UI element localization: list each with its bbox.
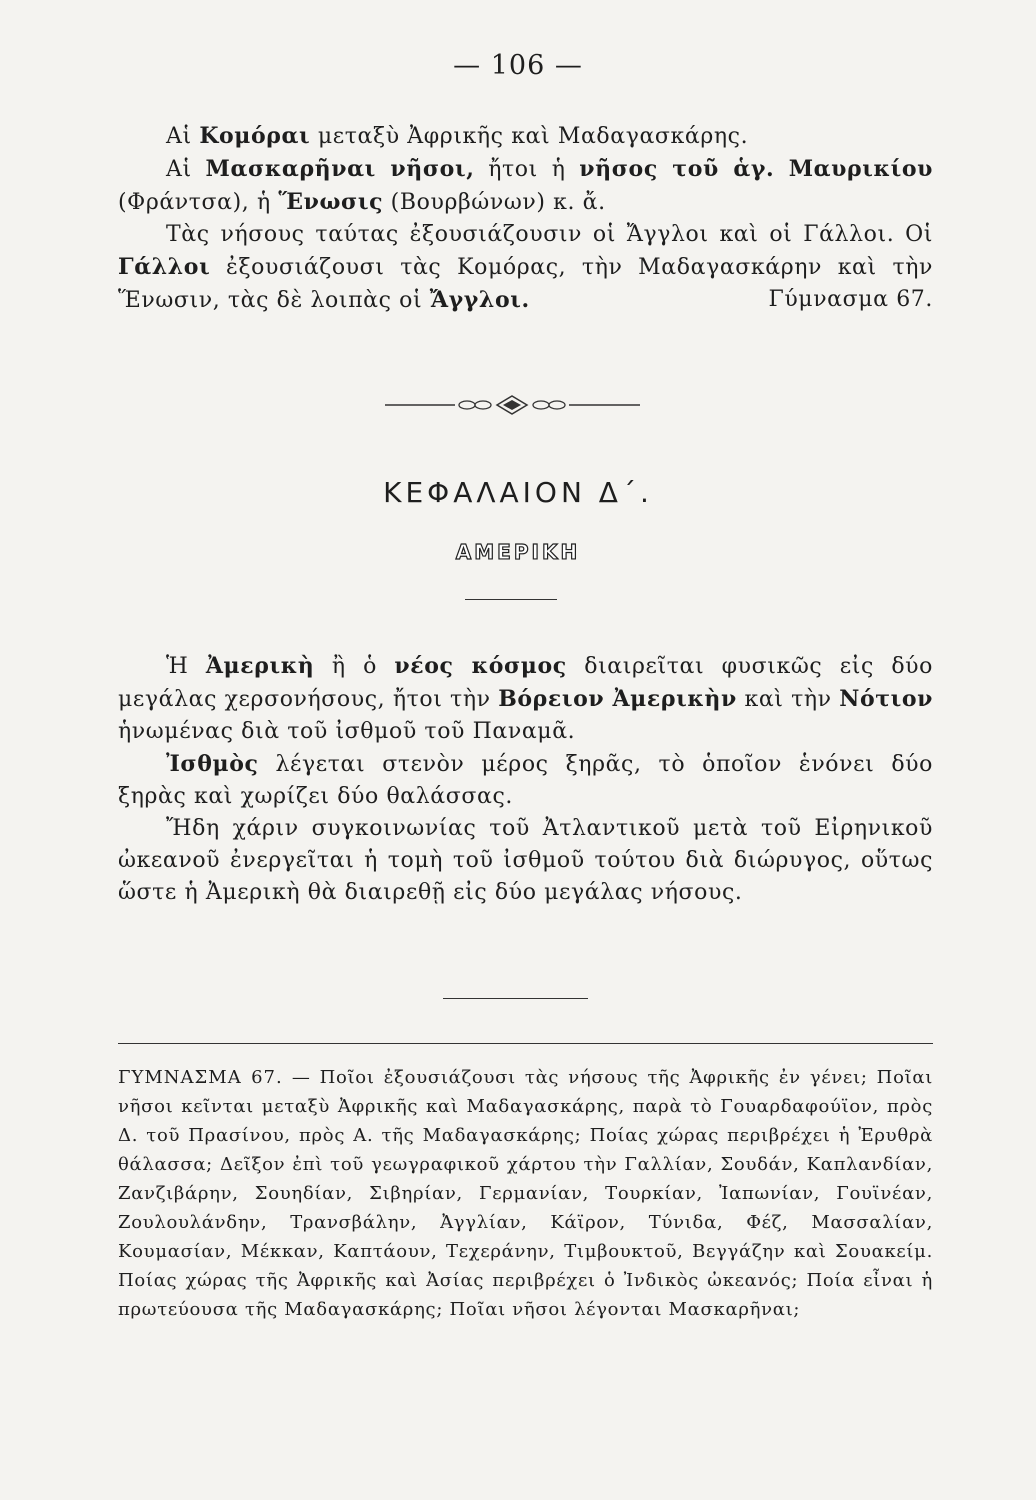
bold-term: Κομόραι [199,123,311,149]
footnote-exercise [118,1063,933,1324]
text-run: Ἡ [166,654,206,679]
footnote-heading: ΓΥΜΝΑΣΜΑ 67. [118,1067,283,1088]
bold-term: Μασκαρῆναι νῆσοι, [205,156,475,182]
america-section [118,650,933,909]
text-run: καὶ τὴν [736,687,840,712]
text-run: Ἤδη χάριν συγκοινωνίας τοῦ Ἀτλαντικοῦ μετὰ τοῦ Εἰρηνικοῦ ὠκεανοῦ ἐνεργεῖται ἡ τομὴ τοῦ ἰσθμοῦ τούτου διὰ διώρυγος, οὕτως ὥστε ἡ Ἀμερικὴ θὰ διαιρεθῇ εἰς δύο μεγάλας νήσους. [118,816,933,905]
top-section [118,120,933,317]
footnote-separator [118,1043,933,1044]
bold-term: νέος κόσμος [394,653,567,679]
exercise-reference: Γύμνασμα 67. [768,287,933,312]
text-run: ἡνωμένας διὰ τοῦ ἰσθμοῦ τοῦ Παναμᾶ. [118,719,576,744]
bold-term: Ἕνωσις [278,189,384,215]
bold-term: Ἰσθμὸς [166,751,259,777]
text-run: (Φράντσα), ἡ [118,190,279,215]
paragraph-comoros [118,120,933,153]
text-run: (Βουρβώνων) κ. ἄ. [383,190,606,215]
text-run: Αἱ [166,157,206,182]
chapter-title: ΚΕΦΑΛΑΙΟΝ Δ΄. [383,476,653,509]
bold-term: Νότιον [839,686,934,712]
text-run: ἢ ὁ [314,654,395,679]
paragraph-mascarenes [118,153,933,219]
paragraph-canal [118,813,933,909]
text-run: ἤτοι ἡ [474,157,580,182]
text-run: διαιρεῖται φυσικῶς εἰς δύο μεγάλας χερσονήσους, ἤτοι τὴν [118,654,933,712]
chapter-subtitle: ΑΜΕΡΙΚΗ [455,540,581,564]
page-number: — 106 — [453,50,583,81]
short-rule [465,599,557,600]
bold-term: νῆσος τοῦ ἁγ. Μαυρικίου [579,156,933,182]
text-run: ἐξουσιάζουσι τὰς Κομόρας, τὴν Μαδαγασκάρην καὶ τὴν Ἕνωσιν, τὰς δὲ λοιπὰς οἱ [118,255,933,313]
short-rule [443,998,588,999]
bold-term: Ἀμερικὴ [205,653,315,679]
ornament-divider [385,392,640,418]
text-run: μεταξὺ Ἀφρικῆς καὶ Μαδαγασκάρης. [310,124,749,149]
bold-term: Βόρειον Ἀμερικὴν [498,686,737,712]
text-run: λέγεται στενὸν μέρος ξηρᾶς, τὸ ὁποῖον ἑνόνει δύο ξηρὰς καὶ χωρίζει δύο θαλάσσας. [118,752,933,809]
bold-term: Γάλλοι [118,254,211,280]
text-run: Αἱ [166,124,200,149]
paragraph-america [118,650,933,748]
paragraph-rulers [118,219,933,317]
text-run: Τὰς νήσους ταύτας ἐξουσιάζουσιν οἱ Ἄγγλοι καὶ οἱ Γάλλοι. Οἱ [166,222,933,247]
paragraph-isthmus [118,748,933,813]
footnote-text: — Ποῖοι ἐξουσιάζουσι τὰς νήσους τῆς Ἀφρικῆς ἐν γένει; Ποῖαι νῆσοι κεῖνται μεταξὺ Ἀφρικῆς καὶ Μαδαγασκάρης, παρὰ τὸ Γουαρδαφούϊον, πρὸς Δ. τοῦ Πρασίνου, πρὸς Α. τῆς Μαδαγασκάρης; Ποίας χώρας περιβρέχει ἡ Ἐρυθρὰ θάλασσα; Δεῖξον ἐπὶ τοῦ γεωγραφικοῦ χάρτου τὴν Γαλλίαν, Σουδάν, Καπλανδίαν, Ζανζιβάρην, Σουηδίαν, Σιβηρίαν, Γερμανίαν, Τουρκίαν, Ἰαπωνίαν, Γουϊνέαν, Ζουλουλάνδην, Τρανσβάλην, Ἀγγλίαν, Κάϊρον, Τύνιδα, Φέζ, Μασσαλίαν, Κουμασίαν, Μέκκαν, Καπτάουν, Τεχεράνην, Τιμβουκτοῦ, Βεγγάζην καὶ Σουακείμ. Ποίας χώρας τῆς Ἀφρικῆς καὶ Ἀσίας περιβρέχει ὁ Ἰνδικὸς ὠκεανός; Ποία εἶναι ἡ πρωτεύουσα τῆς Μαδαγασκάρης; Ποῖαι νῆσοι λέγονται Μασκαρῆναι; [118,1067,933,1320]
bold-term: Ἄγγλοι. [429,287,530,313]
